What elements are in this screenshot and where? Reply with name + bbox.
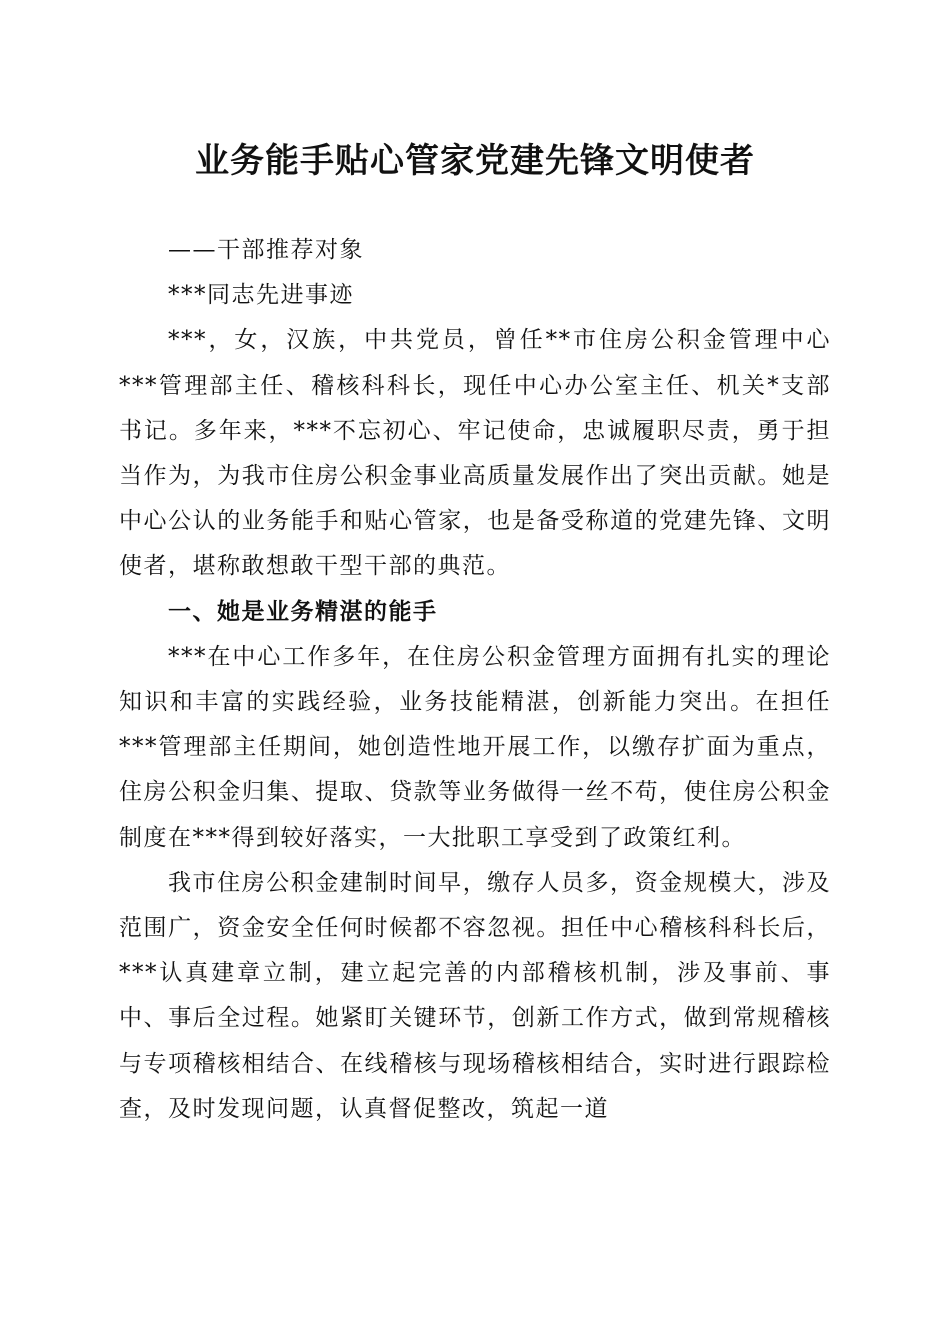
subtitle: ——干部推荐对象 <box>168 237 364 263</box>
document-body <box>119 228 831 1132</box>
intro-paragraph: ***，女，汉族，中共党员，曾任**市住房公积金管理中心***管理部主任、稽核科科长，现任中心办公室主任、机关*支部书记。多年来，***不忘初心、牢记使命，忠诚履职尽责，勇于担当作为，为我市住房公积金事业高质量发展作出了突出贡献。她是中心公认的业务能手和贴心管家，也是备受称道的党建先锋、文明使者，堪称敢想敢干型干部的典范。 <box>119 327 831 580</box>
subject-line: ***同志先进事迹 <box>168 282 354 309</box>
section-heading: 一、她是业务精湛的能手 <box>168 598 438 625</box>
body-paragraph: 我市住房公积金建制时间早，缴存人员多，资金规模大，涉及范围广，资金安全任何时候都不容忽视。担任中心稽核科科长后，***认真建章立制，建立起完善的内部稽核机制，涉及事前、事中、事后全过程。她紧盯关键环节，创新工作方式，做到常规稽核与专项稽核相结合、在线稽核与现场稽核相结合，实时进行跟踪检查，及时发现问题，认真督促整改，筑起一道 <box>119 869 831 1122</box>
document-title: 业务能手贴心管家党建先锋文明使者 <box>195 141 755 181</box>
body-paragraph: ***在中心工作多年，在住房公积金管理方面拥有扎实的理论知识和丰富的实践经验，业务技能精湛，创新能力突出。在担任***管理部主任期间，她创造性地开展工作，以缴存扩面为重点，住房公积金归集、提取、贷款等业务做得一丝不苟，使住房公积金制度在***得到较好落实，一大批职工享受到了政策红利。 <box>119 643 831 851</box>
